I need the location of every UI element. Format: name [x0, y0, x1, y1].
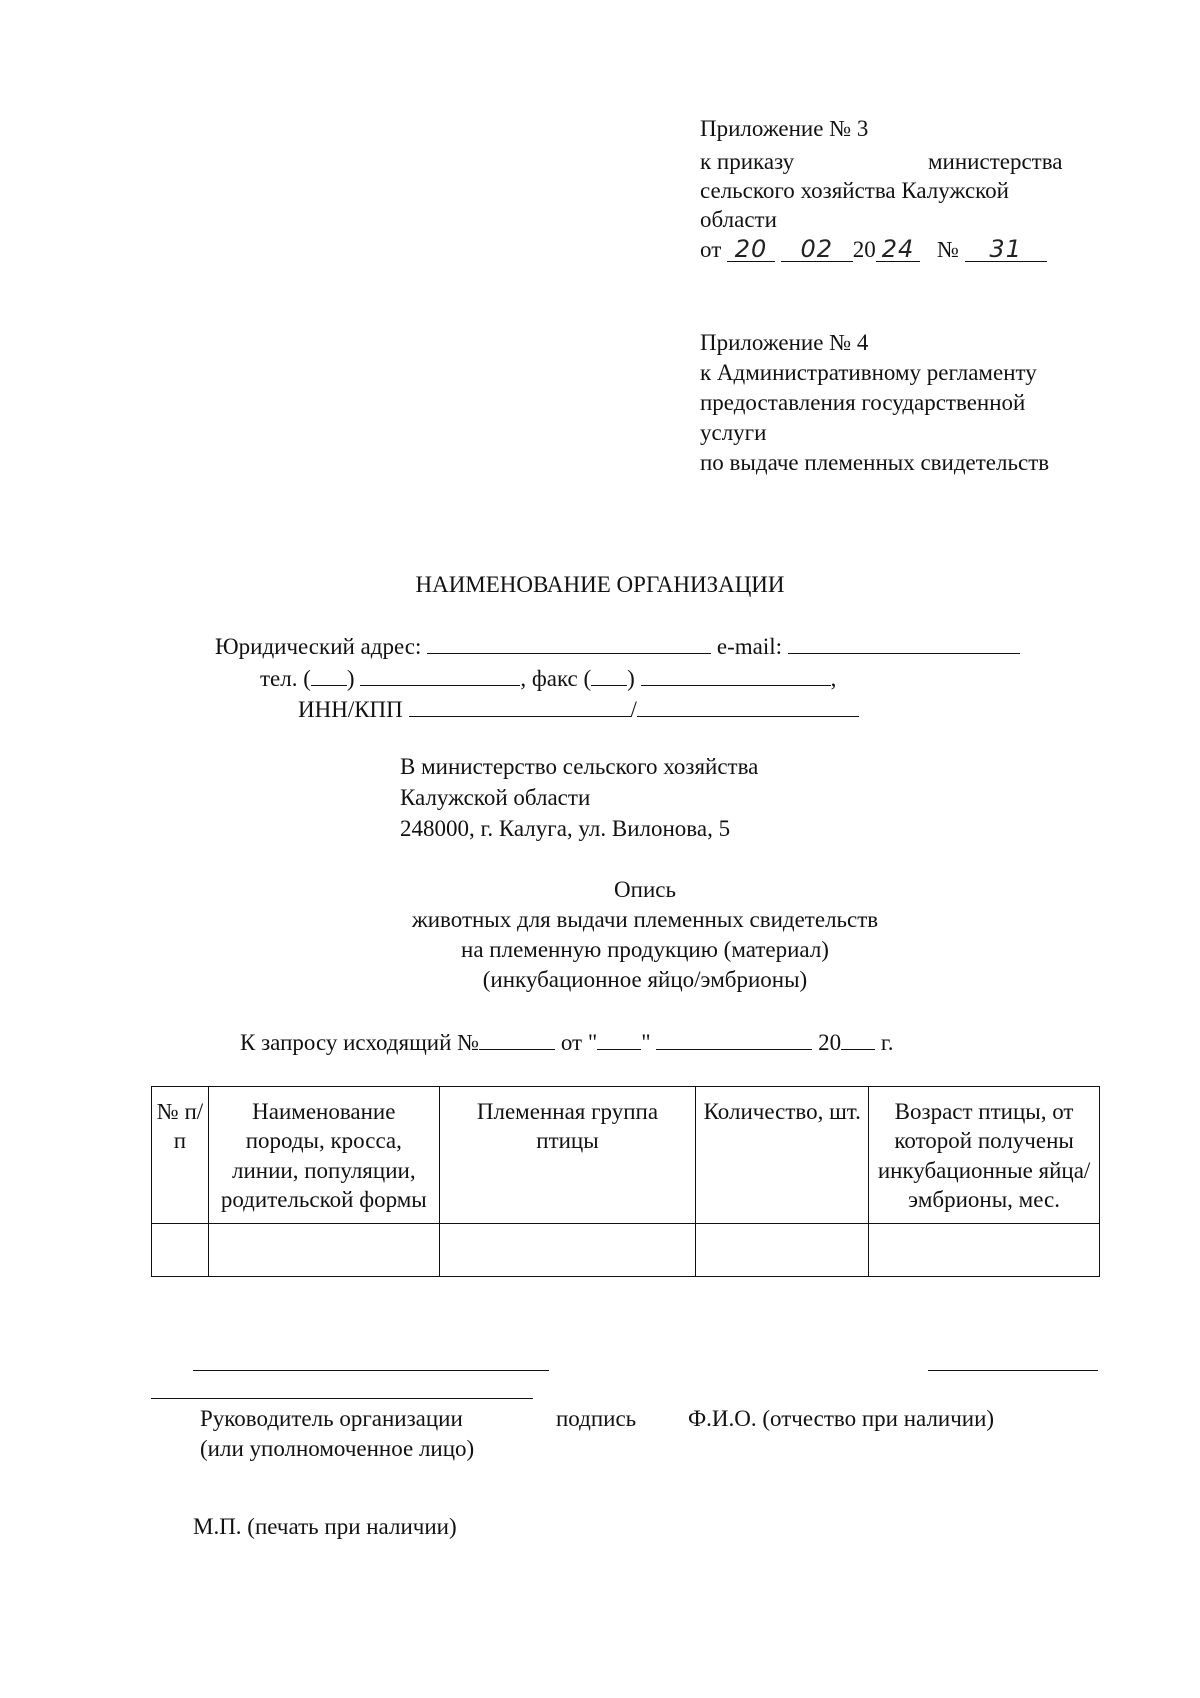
appendix-4-line4: по выдаче племенных свидетельств: [700, 450, 1050, 475]
position-line[interactable]: [151, 1398, 533, 1399]
kpp-field[interactable]: [637, 696, 859, 717]
request-day-field[interactable]: [597, 1029, 641, 1050]
fax-field[interactable]: [641, 665, 831, 686]
recipient-line1: В министерство сельского хозяйства: [400, 754, 759, 779]
header-group: Племенная группа птицы: [439, 1087, 696, 1224]
table-header-row: [152, 1087, 1100, 1224]
position-label-line1: Руководитель организации: [200, 1406, 463, 1431]
appendix-3-to-order: к приказу: [700, 149, 795, 174]
inventory-table: [151, 1086, 1100, 1277]
table-cell[interactable]: [696, 1223, 869, 1276]
phone-fax-row: тел. ( ) , факс ( ) ,: [260, 666, 837, 691]
header-age: Возраст птицы, от которой получены инкубационные яйца/эмбрионы, мес.: [869, 1087, 1100, 1224]
appendix-3-region: области: [700, 207, 777, 232]
organization-name: НАИМЕНОВАНИЕ ОРГАНИЗАЦИИ: [415, 572, 785, 597]
email-label: e-mail:: [716, 634, 782, 659]
request-quote: ": [641, 1030, 651, 1055]
date-month: 02: [781, 237, 853, 262]
header-number: № п/п: [152, 1087, 209, 1224]
stamp-label: М.П. (печать при наличии): [193, 1514, 457, 1539]
inn-kpp-label: ИНН/КПП: [298, 697, 403, 722]
signature-label: подпись: [556, 1406, 637, 1431]
doc-title-line4: (инкубационное яйцо/эмбрионы): [482, 967, 808, 992]
appendix-3-ministry: министерства: [928, 149, 1063, 174]
legal-address-label: Юридический адрес:: [215, 634, 422, 659]
doc-title-line1: Опись: [614, 877, 676, 902]
fax-label: , факс (: [520, 666, 592, 691]
table-cell[interactable]: [439, 1223, 696, 1276]
date-day: 20: [727, 237, 775, 262]
year-suffix: 24: [876, 237, 920, 262]
recipient-line3: 248000, г. Калуга, ул. Вилонова, 5: [400, 816, 731, 841]
phone-code-field[interactable]: [311, 665, 347, 686]
email-field[interactable]: [788, 633, 1020, 654]
request-from: от ": [560, 1030, 598, 1055]
order-number: 31: [965, 237, 1047, 262]
request-year-field[interactable]: [841, 1029, 875, 1050]
table-cell[interactable]: [869, 1223, 1100, 1276]
doc-title-line3: на племенную продукцию (материал): [461, 937, 829, 962]
table-row: [152, 1223, 1100, 1276]
recipient-line2: Калужской области: [400, 785, 591, 810]
header-quantity: Количество, шт.: [696, 1087, 869, 1224]
legal-address-row: [215, 632, 1020, 661]
header-breed: Наименование породы, кросса, линии, популяции, родительской формы: [208, 1087, 439, 1224]
name-line[interactable]: [928, 1370, 1098, 1371]
request-year-prefix: 20: [818, 1030, 842, 1055]
table-cell[interactable]: [208, 1223, 439, 1276]
position-label-line2: (или уполномоченное лицо): [200, 1436, 475, 1461]
appendix-3-ministry-line2: сельского хозяйства Калужской: [700, 178, 1009, 203]
request-number-field[interactable]: [479, 1029, 555, 1050]
request-row: [240, 1028, 893, 1057]
appendix-4-line1: к Административному регламенту: [700, 360, 1037, 385]
inn-kpp-row: ИНН/КПП /: [298, 695, 859, 724]
doc-title-line2: животных для выдачи племенных свидетельств: [411, 907, 879, 932]
inn-field[interactable]: [409, 696, 631, 717]
fax-code-field[interactable]: [591, 665, 627, 686]
number-label: №: [937, 237, 959, 262]
full-name-label: Ф.И.О. (отчество при наличии): [688, 1406, 995, 1431]
request-prefix: К запросу исходящий №: [240, 1030, 480, 1055]
appendix-4-line3: услуги: [700, 420, 767, 445]
year-prefix: 20: [852, 237, 876, 262]
appendix-3-title: Приложение № 3: [700, 116, 869, 141]
from-label: от: [700, 237, 722, 262]
appendix-4-line2: предоставления государственной: [700, 390, 1026, 415]
phone-field[interactable]: [360, 665, 520, 686]
appendix-4-title: Приложение № 4: [700, 330, 869, 355]
appendix-3-date-line: [700, 235, 1047, 264]
legal-address-field[interactable]: [427, 633, 711, 654]
phone-label: тел. (: [260, 666, 311, 691]
signature-line[interactable]: [193, 1370, 549, 1371]
request-year-suffix: г.: [880, 1030, 894, 1055]
request-month-field[interactable]: [656, 1029, 812, 1050]
table-cell[interactable]: [152, 1223, 209, 1276]
